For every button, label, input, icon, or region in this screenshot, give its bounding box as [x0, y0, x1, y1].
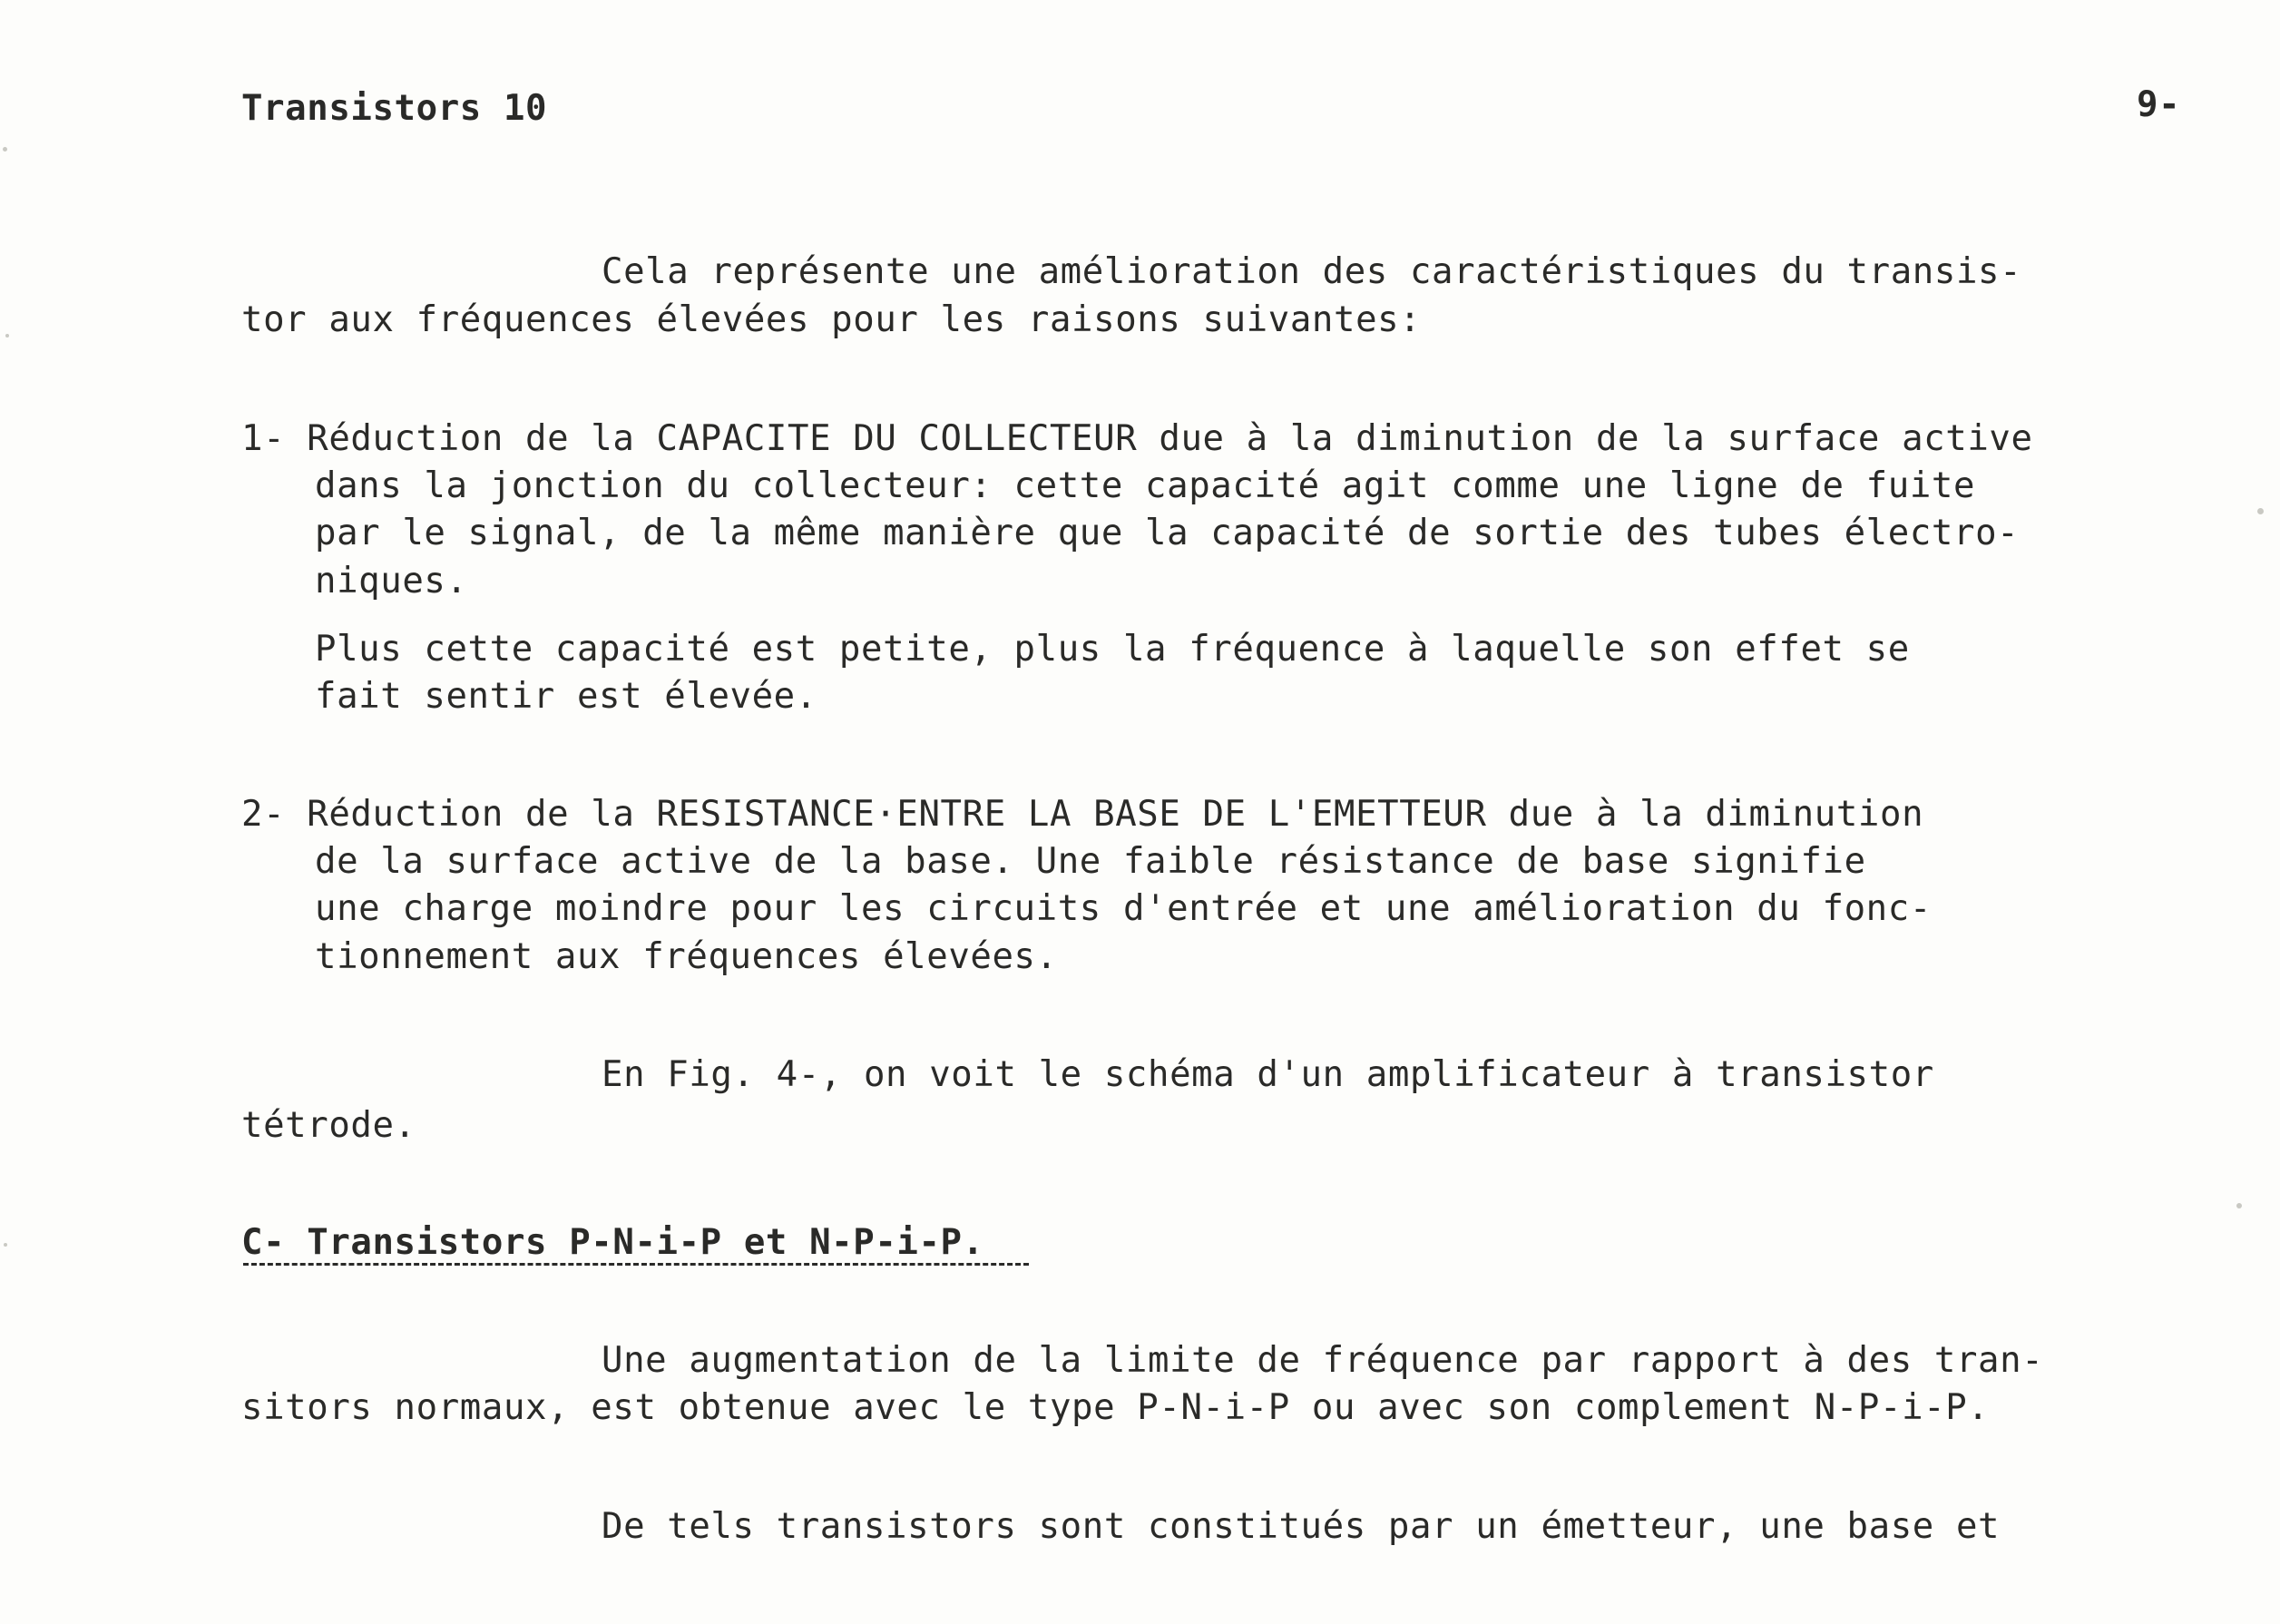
figure-paragraph-line-2: tétrode. — [241, 1105, 416, 1146]
scan-speck — [2257, 508, 2264, 514]
list-item-1-line-4: niques. — [315, 561, 468, 602]
section-heading: C- Transistors P-N-i-P et N-P-i-P. — [241, 1222, 984, 1263]
list-item-1-line-1: 1- Réduction de la CAPACITE DU COLLECTEUR due à la diminution de la surface active — [241, 418, 2033, 459]
figure-paragraph-line-1: En Fig. 4-, on voit le schéma d'un amplificateur à transistor — [602, 1054, 1934, 1095]
page-number: 9- — [2137, 84, 2181, 125]
list-item-2-line-3: une charge moindre pour les circuits d'entrée et une amélioration du fonc- — [315, 888, 1932, 929]
list-item-1-line-3: par le signal, de la même manière que la capacité de sortie des tubes électro- — [315, 513, 2020, 553]
last-paragraph-line-1: De tels transistors sont constitués par un émetteur, une base et — [602, 1506, 2001, 1547]
intro-paragraph-line-1: Cela représente une amélioration des caractéristiques du transis- — [602, 251, 2022, 292]
document-header-title: Transistors 10 — [241, 88, 548, 129]
scan-speck — [4, 1243, 7, 1247]
section-heading-underline — [243, 1263, 1029, 1266]
list-item-2-line-4: tionnement aux fréquences élevées. — [315, 936, 1058, 977]
list-item-1-line-6: fait sentir est élevée. — [315, 676, 817, 717]
list-item-2-line-2: de la surface active de la base. Une faible résistance de base signifie — [315, 841, 1866, 882]
list-item-1-line-5: Plus cette capacité est petite, plus la fréquence à laquelle son effet se — [315, 629, 1910, 670]
scan-speck — [2236, 1203, 2242, 1208]
increase-paragraph-line-1: Une augmentation de la limite de fréquence par rapport à des tran- — [602, 1340, 2044, 1381]
scan-speck — [5, 334, 9, 338]
intro-paragraph-line-2: tor aux fréquences élevées pour les raisons suivantes: — [241, 299, 1422, 340]
list-item-1-line-2: dans la jonction du collecteur: cette capacité agit comme une ligne de fuite — [315, 465, 1976, 506]
increase-paragraph-line-2: sitors normaux, est obtenue avec le type P-N-i-P ou avec son complement N-P-i-P. — [241, 1387, 1990, 1428]
scan-speck — [3, 147, 7, 152]
list-item-2-line-1: 2- Réduction de la RESISTANCE·ENTRE LA BASE DE L'EMETTEUR due à la diminution — [241, 794, 1924, 835]
